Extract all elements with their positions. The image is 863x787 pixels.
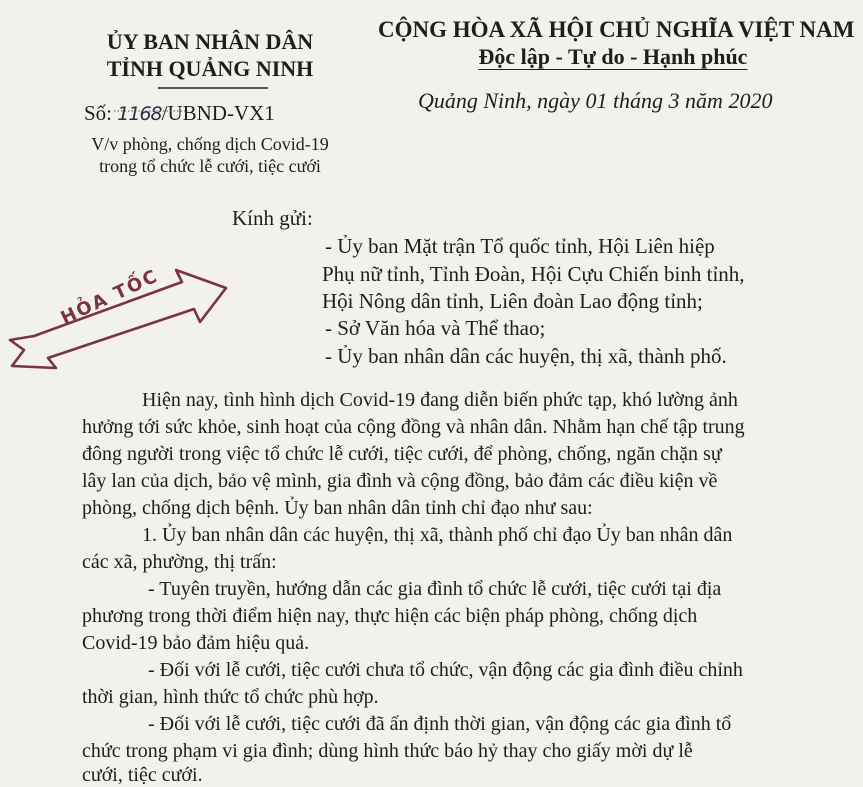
national-motto (378, 44, 848, 70)
body-line: đông người trong việc tổ chức lễ cưới, tiệc cưới, để phòng, chống, ngăn chặn sự (82, 443, 722, 465)
body-line: chức trong phạm vi gia đình; dùng hình thức báo hỷ thay cho giấy mời dự lễ (82, 740, 693, 762)
body-line: - Đối với lễ cưới, tiệc cưới chưa tổ chức, vận động các gia đình điều chỉnh (148, 659, 743, 681)
body-line: lây lan của dịch, bảo vệ mình, gia đình và cộng đồng, bảo đảm các điều kiện về (82, 470, 718, 492)
body-line: 1. Ủy ban nhân dân các huyện, thị xã, thành phố chỉ đạo Ủy ban nhân dân (142, 524, 733, 546)
issuing-agency (80, 28, 340, 82)
agency-line-1: ỦY BAN NHÂN DÂN (106, 29, 314, 54)
body-line: - Tuyên truyền, hướng dẫn các gia đình tổ chức lễ cưới, tiệc cưới tại địa (148, 578, 722, 600)
body-line: - Đối với lễ cưới, tiệc cưới đã ấn định thời gian, vận động các gia đình tổ (148, 713, 732, 735)
recipient-line: Hội Nông dân tỉnh, Liên đoàn Lao động tỉnh; (322, 289, 703, 313)
place-and-date: Quảng Ninh, ngày 01 tháng 3 năm 2020 (418, 88, 773, 113)
agency-underline (158, 86, 268, 90)
doc-number-handwritten: 1168 (117, 103, 162, 125)
motto-text: Độc lập - Tự do - Hạnh phúc (478, 44, 748, 69)
national-title: CỘNG HÒA XÃ HỘI CHỦ NGHĨA VIỆT NAM (378, 17, 855, 42)
body-line: thời gian, hình thức tổ chức phù hợp. (82, 686, 379, 708)
body-line: phương trong thời điểm hiện nay, thực hiện các biện pháp phòng, chống dịch (82, 605, 698, 627)
recipients-greeting: Kính gửi: (232, 206, 313, 230)
body-line: Hiện nay, tình hình dịch Covid-19 đang diễn biến phức tạp, khó lường ảnh (142, 389, 738, 411)
subject-line-1: V/v phòng, chống dịch Covid-19 (91, 134, 329, 154)
body-line: hưởng tới sức khỏe, sinh hoạt của cộng đồng và nhân dân. Nhằm hạn chế tập trung (82, 416, 745, 438)
body-line: Covid-19 bảo đảm hiệu quả. (82, 632, 310, 654)
urgent-stamp-text: HỎA TỐC (57, 265, 162, 330)
body-line: cưới, tiệc cưới. (82, 764, 203, 786)
recipient-line: - Ủy ban Mặt trận Tổ quốc tỉnh, Hội Liên hiệp (325, 234, 715, 258)
recipient-line: - Sở Văn hóa và Thể thao; (325, 316, 546, 340)
doc-number-suffix: /UBND-VX1 (161, 101, 275, 125)
recipient-line: - Ủy ban nhân dân các huyện, thị xã, thành phố. (325, 344, 727, 368)
document-number (84, 101, 275, 126)
agency-line-2: TỈNH QUẢNG NINH (106, 56, 314, 81)
doc-number-prefix: Số: (84, 101, 113, 125)
subject-line-2: trong tổ chức lễ cưới, tiệc cưới (99, 156, 321, 176)
document-subject (60, 133, 360, 177)
body-line: phòng, chống dịch bệnh. Ủy ban nhân dân tỉnh chỉ đạo như sau: (82, 497, 593, 519)
doc-number-dotted-line (114, 106, 188, 112)
recipient-line: Phụ nữ tỉnh, Tỉnh Đoàn, Hội Cựu Chiến binh tỉnh, (322, 262, 745, 286)
body-line: các xã, phường, thị trấn: (82, 551, 277, 573)
